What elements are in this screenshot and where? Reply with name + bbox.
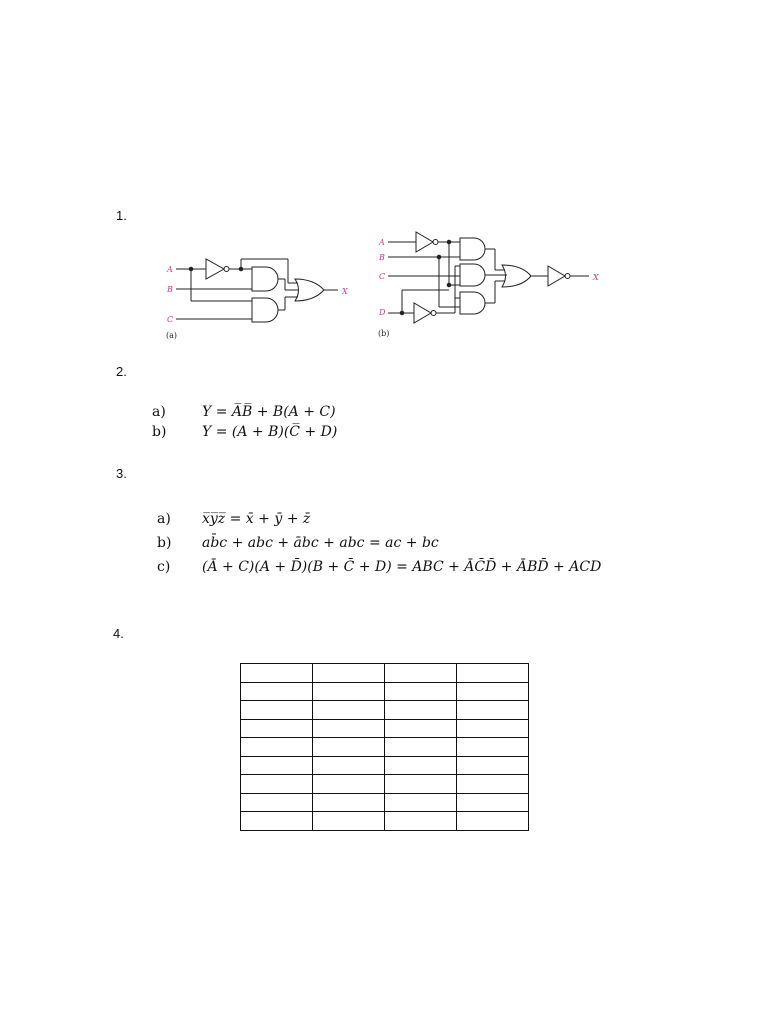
table-cell [241,682,313,701]
table-row [241,664,529,683]
table-row [241,738,529,757]
circuit-b-output-label: X [593,273,599,282]
circuit-a-input-a-label: A [167,265,173,274]
table-cell [241,664,313,683]
table-cell [385,812,457,831]
circuit-b-input-a-label: A [379,238,385,247]
table-cell [313,664,385,683]
table-row [241,756,529,775]
q3-part-a-label: a) [157,511,171,527]
q2-part-b-label: b) [152,424,167,440]
q2-part-a-label: a) [152,404,166,420]
table-cell [313,775,385,794]
table-cell [457,682,529,701]
table-row [241,682,529,701]
table-cell [241,812,313,831]
table-cell [385,701,457,720]
circuit-a-input-b-label: B [167,285,173,294]
table-cell [313,793,385,812]
q3-part-b-expression: ab̄c + abc + ābc + abc = ac + bc [202,535,439,551]
circuit-a-caption: (a) [166,331,178,340]
q3-part-c-expression: (Ā + C)(A + D̄)(B + C̄ + D) = ABC + ĀC̄D̄ + ĀBD̄ + ACD [202,559,602,575]
table-cell [385,738,457,757]
question-4-number: 4. [113,626,124,641]
question-2-number: 2. [116,364,127,379]
table-cell [385,719,457,738]
table-row [241,701,529,720]
table-cell [385,664,457,683]
q2-part-a-expression: Y = A̅B̅ + B(A + C) [202,404,336,420]
table-cell [313,812,385,831]
table-cell [313,756,385,775]
table-cell [457,812,529,831]
table-cell [313,701,385,720]
q3-part-c-label: c) [157,559,171,575]
table-cell [241,738,313,757]
circuit-a-input-c-label: C [167,315,174,324]
table-row [241,812,529,831]
table-cell [241,793,313,812]
table-cell [313,738,385,757]
table-cell [385,682,457,701]
table-row [241,793,529,812]
table-row [241,775,529,794]
question-1-number: 1. [116,208,127,223]
logic-circuit-a [160,250,360,345]
circuit-b-input-c-label: C [379,272,386,281]
table-cell [457,664,529,683]
q3-part-a-expression: x̅y̅z̅ = x̄ + ȳ + z̄ [202,511,311,527]
q3-part-b-label: b) [157,535,172,551]
q2-part-b-expression: Y = (A + B)(C̅ + D) [202,424,338,440]
question-3-number: 3. [116,466,127,481]
table-cell [241,775,313,794]
table-cell [457,701,529,720]
circuit-b-caption: (b) [378,329,390,338]
table-row [241,719,529,738]
table-cell [457,719,529,738]
circuit-a-output-label: X [342,287,348,296]
table-cell [313,682,385,701]
logic-circuit-b [375,230,605,340]
table-cell [241,719,313,738]
circuit-b-input-d-label: D [379,308,386,317]
circuit-b-input-b-label: B [379,253,385,262]
table-cell [457,793,529,812]
table-cell [457,775,529,794]
truth-table [240,663,529,831]
table-cell [385,756,457,775]
table-cell [241,756,313,775]
table-cell [313,719,385,738]
table-cell [385,793,457,812]
table-cell [457,756,529,775]
table-cell [241,701,313,720]
table-cell [457,738,529,757]
table-cell [385,775,457,794]
